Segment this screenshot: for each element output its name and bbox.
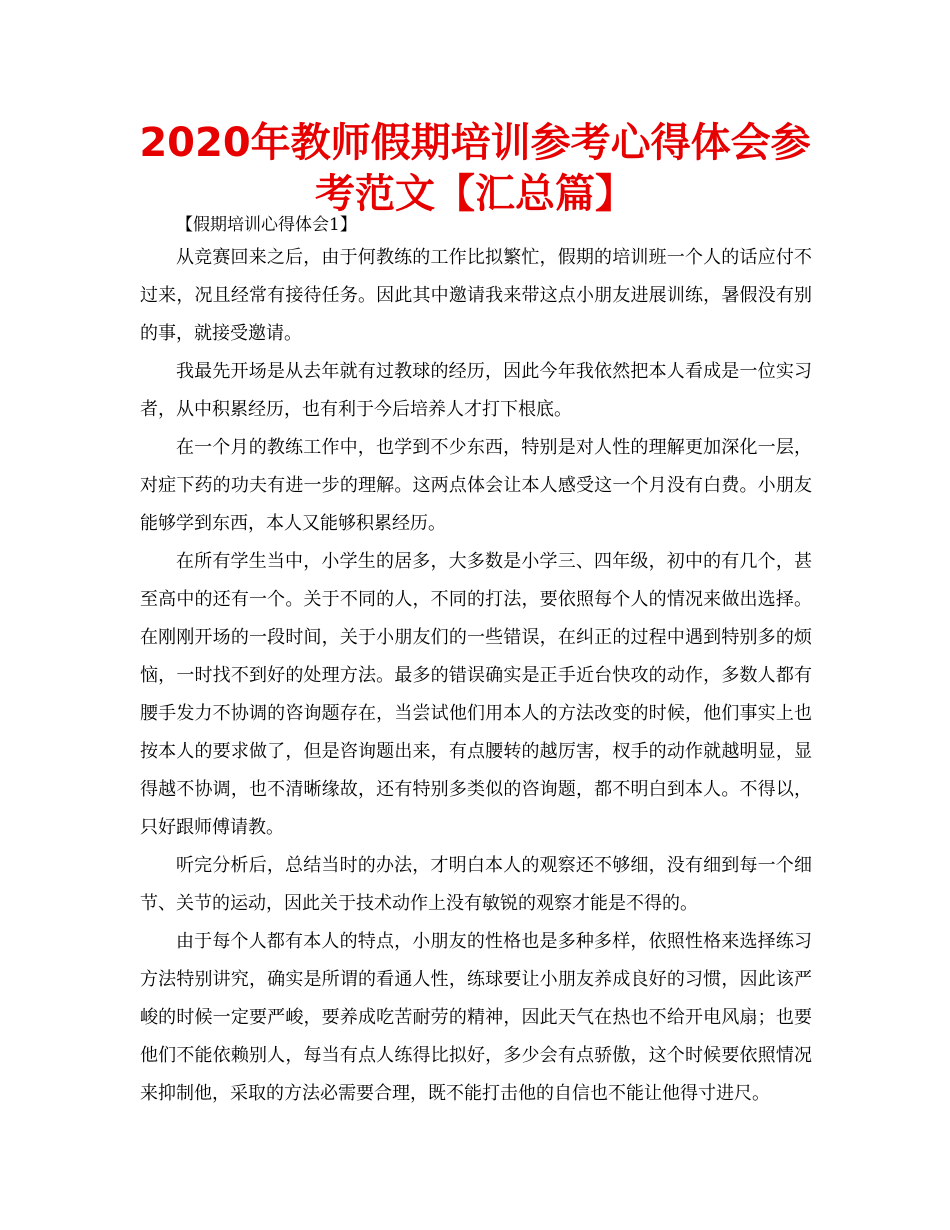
document-title: 2020年教师假期培训参考心得体会参考范文【汇总篇】 xyxy=(139,120,811,217)
document-body xyxy=(140,212,812,1113)
paragraph: 听完分析后，总结当时的办法，才明白本人的观察还不够细，没有细到每一个细节、关节的运动，因此关于技术动作上没有敏锐的观察才能是不得的。 xyxy=(140,855,812,914)
paragraph: 我最先开场是从去年就有过教球的经历，因此今年我依然把本人看成是一位实习者，从中积累经历，也有利于今后培养人才打下根底。 xyxy=(140,361,812,420)
paragraph: 从竞赛回来之后，由于何教练的工作比拟繁忙，假期的培训班一个人的话应付不过来，况且经常有接待任务。因此其中邀请我来带这点小朋友进展训练，暑假没有别的事，就接受邀请。 xyxy=(140,247,812,344)
paragraph: 由于每个人都有本人的特点，小朋友的性格也是多种多样，依照性格来选择练习方法特别讲究，确实是所谓的看通人性，练球要让小朋友养成良好的习惯，因此该严峻的时候一定要严峻，要养成吃苦耐劳的精神，因此天气在热也不给开电风扇；也要他们不能依赖别人，每当有点人练得比拟好，多少会有点骄傲，这个时候要依照情况来抑制他，采取的方法必需要合理，既不能打击他的自信也不能让他得寸进尺。 xyxy=(140,931,812,1104)
section-heading: 【假期培训心得体会1】 xyxy=(176,215,357,235)
paragraph: 在一个月的教练工作中，也学到不少东西，特别是对人性的理解更加深化一层，对症下药的功夫有进一步的理解。这两点体会让本人感受这一个月没有白费。小朋友能够学到东西，本人又能够积累经历。 xyxy=(140,437,812,534)
paragraph: 在所有学生当中，小学生的居多，大多数是小学三、四年级，初中的有几个，甚至高中的还有一个。关于不同的人，不同的打法，要依照每个人的情况来做出选择。在刚刚开场的一段时间，关于小朋友们的一些错误，在纠正的过程中遇到特别多的烦恼，一时找不到好的处理方法。最多的错误确实是正手近台快攻的动作，多数人都有腰手发力不协调的咨询题存在，当尝试他们用本人的方法改变的时候，他们事实上也按本人的要求做了，但是咨询题出来，有点腰转的越厉害，杈手的动作就越明显，显得越不协调，也不清晰缘故，还有特别多类似的咨询题，都不明白到本人。不得以，只好跟师傅请教。 xyxy=(140,551,812,838)
